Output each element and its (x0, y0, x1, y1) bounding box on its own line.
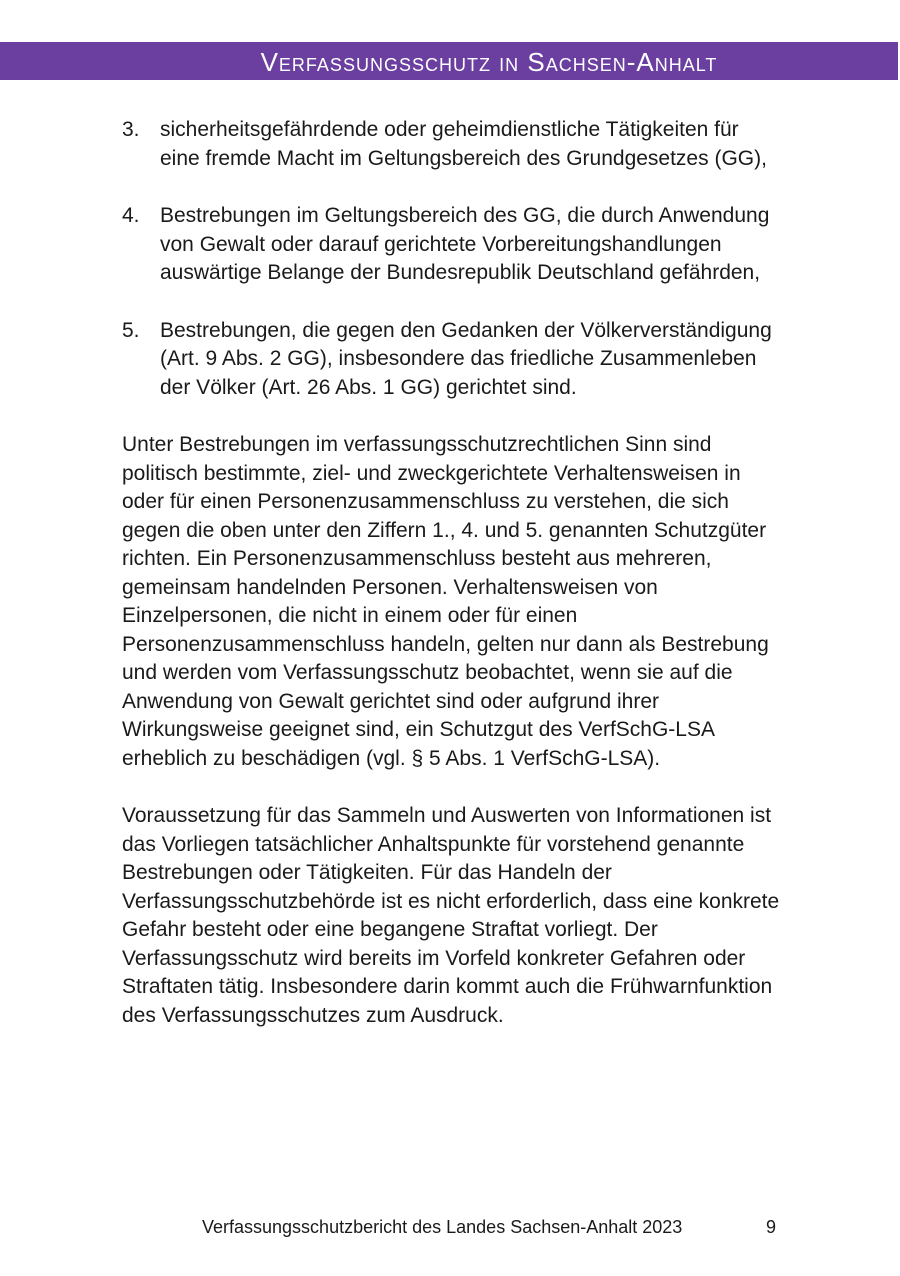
page-header-title: Verfassungsschutz in Sachsen-Anhalt (260, 47, 718, 77)
list-item (122, 317, 782, 403)
list-item (122, 116, 782, 173)
list-item-number: 4. (122, 204, 140, 227)
body-paragraph: Unter Bestrebungen im verfassungsschutzrechtlichen Sinn sind politisch bestimmte, ziel- und zweckgerichtete Verhaltensweisen in oder für einen Personenzusammenschluss zu verstehen, die sich gegen die oben unter den Ziffern 1., 4. und 5. genannten Schutzgüter richten. Ein Personenzusammenschluss besteht aus mehreren, gemeinsam handelnden Personen. Verhaltensweisen von Einzelpersonen, die nicht in einem oder für einen Personenzusammenschluss handeln, gelten nur dann als Bestrebung und werden vom Verfassungsschutz beobachtet, wenn sie auf die Anwendung von Gewalt gerichtet sind oder aufgrund ihrer Wirkungsweise geeignet sind, ein Schutzgut des VerfSchG-LSA erheblich zu beschädigen (vgl. § 5 Abs. 1 VerfSchG-LSA). (122, 433, 769, 770)
footer-publication-title: Verfassungsschutzbericht des Landes Sachsen-Anhalt 2023 (202, 1217, 683, 1237)
numbered-list (122, 116, 782, 402)
body-paragraph: Voraussetzung für das Sammeln und Auswerten von Informationen ist das Vorliegen tatsächlicher Anhaltspunkte für vorstehend genannte Bestrebungen oder Tätigkeiten. Für das Handeln der Verfassungsschutzbehörde ist es nicht erforderlich, dass eine konkrete Gefahr besteht oder eine begangene Straftat vorliegt. Der Verfassungsschutz wird bereits im Vorfeld konkreter Gefahren oder Straftaten tätig. Insbesondere darin kommt auch die Frühwarnfunktion des Verfassungsschutzes zum Ausdruck. (122, 804, 780, 1027)
list-item-text: sicherheitsgefährdende oder geheimdienstliche Tätigkeiten für eine fremde Macht im Geltungsbereich des Grundgesetzes (GG), (160, 118, 767, 170)
header-bar (0, 42, 898, 80)
main-content (122, 116, 782, 1059)
list-item-number: 3. (122, 118, 140, 141)
list-item-text: Bestrebungen im Geltungsbereich des GG, die durch Anwendung von Gewalt oder darauf gerichtete Vorbereitungshandlungen auswärtige Belange der Bundesrepublik Deutschland gefährden, (160, 204, 770, 284)
list-item (122, 202, 782, 288)
page-number: 9 (766, 1217, 777, 1237)
list-item-number: 5. (122, 318, 140, 342)
list-item-text: Bestrebungen, die gegen den Gedanken der Völkerverständigung (Art. 9 Abs. 2 GG), insbesondere das friedliche Zusammenleben der Völker (Art. 26 Abs. 1 GG) gerichtet sind. (160, 318, 772, 399)
